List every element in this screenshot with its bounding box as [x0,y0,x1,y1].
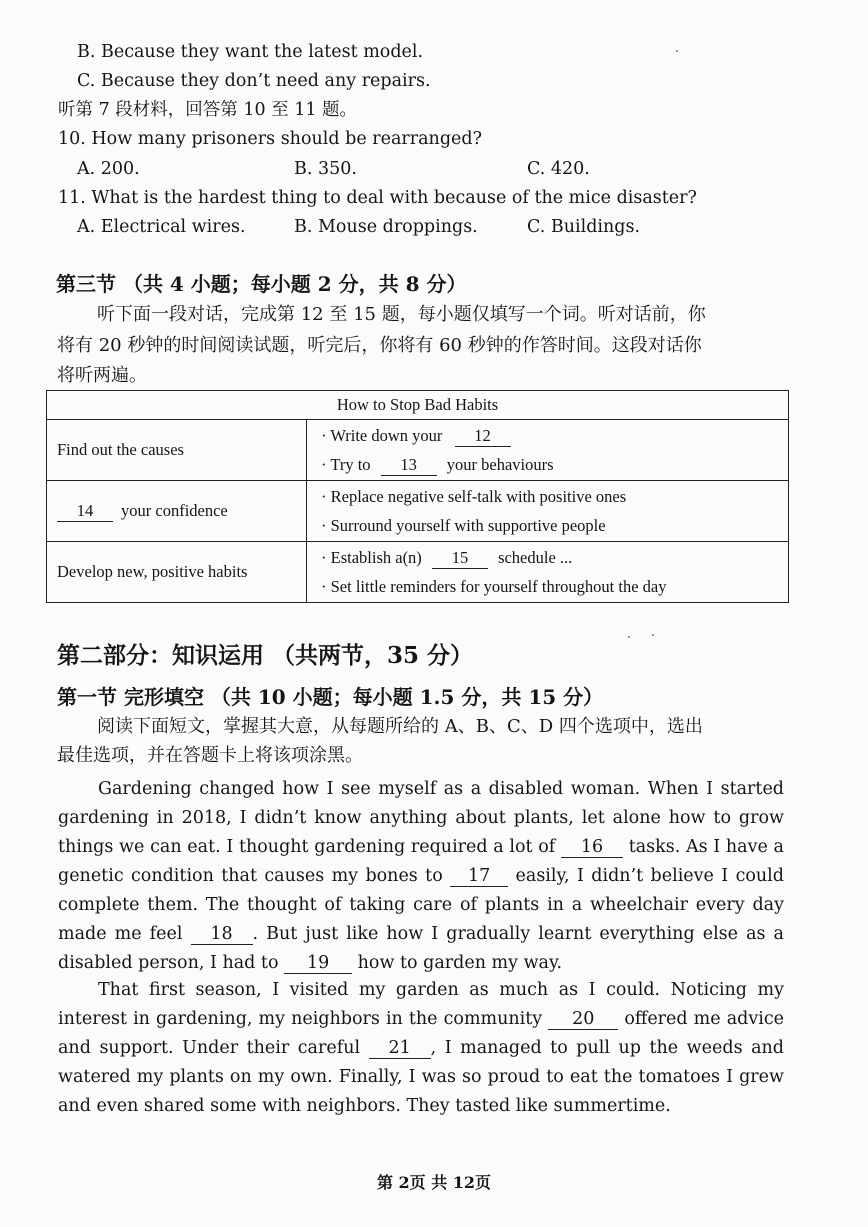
q11-option-b: B. Mouse droppings. [294,217,478,237]
row3-bullet1 [321,543,787,572]
blank-17: 17 [450,866,508,887]
question-11: 11. What is the hardest thing to deal with because of the mice disaster? [58,188,697,208]
passage-paragraph-2 [58,976,784,1121]
part2-subheading: 第一节 完形填空 （共 10 小题；每小题 1.5 分，共 15 分） [57,685,604,709]
table-row [47,481,789,542]
blank-20: 20 [548,1009,618,1030]
blank-19: 19 [284,953,352,974]
table-row [47,420,789,481]
row3-bullet2: · Set little reminders for yourself throughout the day [321,577,667,596]
q10-option-a: A. 200. [77,159,140,179]
blank-15: 15 [432,548,488,569]
page-number: 第 2页 共 12页 [376,1173,492,1192]
q10-option-c: C. 420. [527,159,590,179]
blank-13: 13 [381,455,437,476]
q10-option-b: B. 350. [294,159,357,179]
row1-bullet2-text: · Try to [321,455,371,474]
habits-table [46,390,789,603]
row1-left-cell: Find out the causes [47,420,307,481]
question-10: 10. How many prisoners should be rearranged? [58,129,482,149]
row1-bullet1 [321,421,787,450]
instruction-passage-7: 听第 7 段材料，回答第 10 至 11 题。 [58,100,358,120]
passage-p1-text-e: how to garden my way. [357,953,563,973]
blank-18: 18 [191,924,253,945]
row2-bullet1: · Replace negative self-talk with positive ones [321,487,627,506]
row1-right-cell [307,420,789,481]
row1-bullet2 [321,450,787,479]
section3-instruction-line2: 将有 20 秒钟的时间阅读试题，听完后，你将有 60 秒钟的作答时间。这段对话你 [57,335,702,356]
row3-bullet1-text: · Establish a(n) [321,548,422,567]
part2-instruction-line2: 最佳选项，并在答题卡上将该项涂黑。 [57,745,363,766]
section3-instruction-line3: 将听两遍。 [57,365,147,386]
scan-speck [652,634,654,636]
row2-left-text: your confidence [121,500,228,520]
table-row [47,542,789,603]
option-b-text: B. Because they want the latest model. [77,42,424,62]
row2-bullet2: · Surround yourself with supportive people [321,516,606,535]
row1-bullet1-text: · Write down your [321,426,443,445]
scan-speck [628,636,630,638]
passage-p2-text-c: , I managed to pull up the weeds and watered my plants on my own. Finally, I was so proud to eat the tomatoes I grew and even shared some with neighbors. They tasted like summertime. [58,1038,784,1116]
blank-16: 16 [561,837,623,858]
q11-option-c: C. Buildings. [527,217,641,237]
q11-option-a: A. Electrical wires. [77,217,246,237]
passage-p2-text-a: That first season, I visited my garden as much as I could. Noticing my interest in gardening, my neighbors in the community [58,980,784,1029]
scan-speck [676,50,678,52]
passage-paragraph-1 [58,775,784,978]
row3-bullet1-post: schedule ... [498,548,573,567]
row2-right-cell [307,481,789,542]
passage-p1-text-a: Gardening changed how I see myself as a disabled woman. When I started gardening in 2018, I didn’t know anything about plants, let alone how to grow things we can eat. I thought gardening required a lot of [58,779,784,857]
row1-bullet2-post: your behaviours [446,455,554,474]
passage-p1-text-d: . But just like how I gradually learnt everything else as a disabled person, I had to [58,924,784,973]
section3-heading: 第三节 （共 4 小题；每小题 2 分，共 8 分） [56,272,467,296]
option-c-text: C. Because they don’t need any repairs. [77,71,431,91]
blank-12: 12 [455,426,511,447]
passage-p1-text-b: tasks. As I have a genetic condition that causes my bones to [58,837,784,886]
table-title-row [47,391,789,420]
passage-p1-text-c: easily, I didn’t believe I could complete them. The thought of taking care of plants in a wheelchair every day made me feel [58,866,784,944]
passage-p2-text-b: offered me advice and support. Under their careful [58,1009,784,1058]
part2-instruction-line1: 阅读下面短文，掌握其大意，从每题所给的 A、B、C、D 四个选项中，选出 [97,716,703,737]
blank-14: 14 [57,501,113,522]
row3-left-cell: Develop new, positive habits [47,542,307,603]
row3-right-cell [307,542,789,603]
section3-instruction-line1: 听下面一段对话，完成第 12 至 15 题，每小题仅填写一个词。听对话前，你 [97,304,706,325]
blank-21: 21 [369,1038,431,1059]
table-title: How to Stop Bad Habits [47,391,789,420]
part2-heading: 第二部分：知识运用 （共两节，35 分） [57,642,474,669]
row2-left-cell [47,481,307,542]
